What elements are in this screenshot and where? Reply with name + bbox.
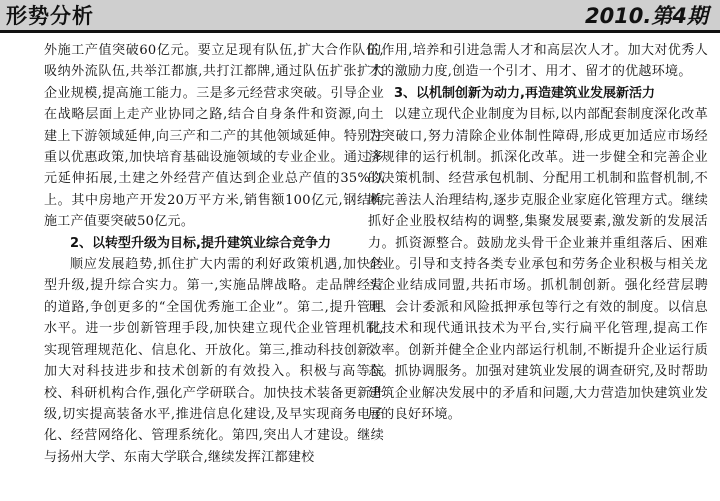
issue-number: 2010.第4期 [584, 4, 708, 28]
section-title: 形势分析 [6, 4, 94, 28]
header-rule [0, 30, 720, 33]
page-header [0, 0, 720, 30]
paragraph-continued: 外施工产值突破60亿元。要立足现有队伍,扩大合作队伍,吸纳外流队伍,共举江都旗,共打江都牌,通过队伍扩张扩大企业规模,提高施工能力。三是多元经营求突破。引导企业在战略层面上走产业协同之路,结合自身条件和资源,向土建上下游领域延伸,向三产和二产的其他领域延伸。特别注重以优惠政策,加快培育基础设施领域的专业企业。通过多元延伸拓展,土建之外经营产值达到企业总产值的35%以上。其中房地产开发20万平方米,销售额100亿元,钢结构施工产值要突破50亿元。 [44, 43, 384, 230]
subheading-3: 3、以机制创新为动力,再造建筑业发展新活力 [394, 85, 655, 101]
subheading-2: 2、以转型升级为目标,提升建筑业综合竞争力 [70, 235, 331, 251]
paragraph-talent: 的作用,培养和引进急需人才和高层次人才。加大对优秀人才的激励力度,创造一个引才、用才、留才的优越环境。 [368, 43, 708, 80]
right-column [368, 40, 708, 500]
paragraph-mechanism: 以建立现代企业制度为目标,以内部配套制度深化改革为突破口,努力清除企业体制性障碍,形成更加适应市场经济规律的运行机制。抓深化改革。进一步健全和完善企业的决策机制、经营承包机制、分配用工机制和监督机制,不断完善法人治理结构,逐步克服企业家庭化管理方式。继续抓好企业股权结构的调整,集聚发展要素,激发新的发展活力。抓资源整合。鼓励龙头骨干企业兼并重组落后、困难企业。引导和支持各类专业承包和劳务企业积极与相关龙头企业结成同盟,共拓市场。抓机制创新。强化经营层聘用、会计委派和风险抵押承包等行之有效的制度。以信息化技术和现代通讯技术为平台,实行扁平化管理,提高工作效率。创新并健全企业内部运行机制,不断提升企业运行质态。抓协调服务。加强对建筑业发展的调查研究,及时帮助建筑企业解决发展中的矛盾和问题,大力营造加快建筑业发展的良好环境。 [368, 107, 708, 422]
paragraph-transformation: 顺应发展趋势,抓住扩大内需的利好政策机遇,加快转型升级,提升综合实力。第一,实施品牌战略。走品牌经营的道路,争创更多的“全国优秀施工企业”。第二,提升管理水平。进一步创新管理手段,加快建立现代企业管理机制,实现管理规范化、信息化、开放化。第三,推动科技创新。加大对科技进步和技术创新的有效投入。积极与高等院校、科研机构合作,强化产学研联合。加快技术装备更新升级,切实提高装备水平,推进信息化建设,及早实现商务电子化、经营网络化、管理系统化。第四,突出人才建设。继续与扬州大学、东南大学联合,继续发挥江都建校 [44, 257, 384, 465]
left-column [44, 40, 384, 500]
